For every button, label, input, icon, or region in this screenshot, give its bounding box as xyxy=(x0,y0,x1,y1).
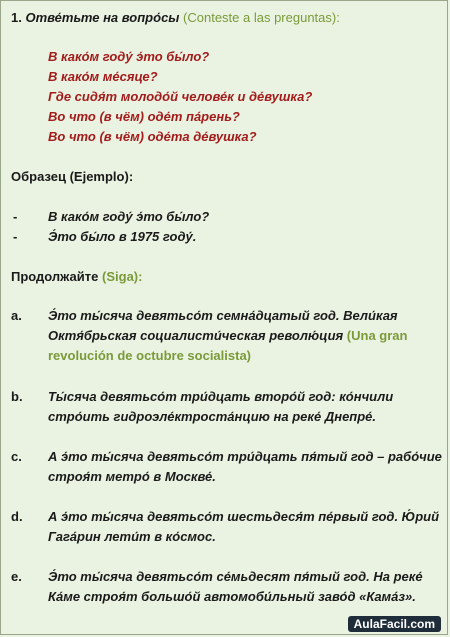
item-b-line-2: стро́ить гидроэле́ктроста́нцию на реке́ Днепре́. xyxy=(48,409,377,424)
example-label: Образец (Ejemplo): xyxy=(11,169,134,184)
item-c-line-2: строя́т метро́ в Москве́. xyxy=(48,469,216,484)
item-a-translation-2: revolución de octubre socialista) xyxy=(48,348,251,363)
heading-translation: (Conteste a las preguntas): xyxy=(183,10,340,25)
question-1: В како́м году́ э́то бы́ло? xyxy=(48,49,210,64)
example-item-1: В како́м году́ э́то бы́ло? xyxy=(48,209,210,224)
item-a-line-1: Э́то ты́сяча девятьсо́т семна́дцатый год. Вели́кая xyxy=(48,308,398,323)
item-d-line-1: А э́то ты́сяча девятьсо́т шестьдеся́т пе́рвый год. Ю́рий xyxy=(48,509,440,524)
item-c-marker: c. xyxy=(11,449,22,464)
site-watermark: AulaFacil.com xyxy=(348,616,441,632)
example-marker-2: - xyxy=(13,229,18,244)
item-b-line-1: Ты́сяча девятьсо́т три́дцать второ́й год: ко́нчили xyxy=(48,389,394,404)
item-a-marker: a. xyxy=(11,308,22,323)
question-3: Где сидя́т молодо́й челове́к и де́вушка? xyxy=(48,89,313,104)
item-c-line-1: А э́то ты́сяча девятьсо́т три́дцать пя́тый год – рабо́чие xyxy=(48,449,442,464)
exercise-heading xyxy=(11,10,340,26)
item-a-line-2 xyxy=(48,328,407,344)
example-marker-1: - xyxy=(13,209,18,224)
item-b-marker: b. xyxy=(11,389,23,404)
item-d-marker: d. xyxy=(11,509,23,524)
continue-translation: (Siga): xyxy=(102,269,143,284)
item-e-line-2: Ка́ме строя́т большо́й автомоби́льный заво́д «Кама́з». xyxy=(48,589,416,604)
item-e-line-1: Э́то ты́сяча девятьсо́т се́мьдесят пя́тый год. На реке́ xyxy=(48,569,423,584)
item-a-translation-1: (Una gran xyxy=(346,328,408,343)
heading-number: 1. xyxy=(11,10,22,25)
question-2: В како́м ме́сяце? xyxy=(48,69,158,84)
item-d-line-2: Гага́рин лети́т в ко́смос. xyxy=(48,529,216,544)
question-4: Во что (в чём) оде́т па́рень? xyxy=(48,109,240,124)
continue-label: Продолжайте xyxy=(11,269,99,284)
item-a-line-2-text: Октя́брьская социалисти́ческая револю́ция xyxy=(48,328,344,343)
item-e-marker: e. xyxy=(11,569,22,584)
heading-text: Отве́тьте на вопро́сы xyxy=(25,10,180,25)
continue-heading xyxy=(11,269,142,285)
question-5: Во что (в чём) оде́та де́вушка? xyxy=(48,129,257,144)
example-item-2: Э́то бы́ло в 1975 году́. xyxy=(48,229,197,244)
